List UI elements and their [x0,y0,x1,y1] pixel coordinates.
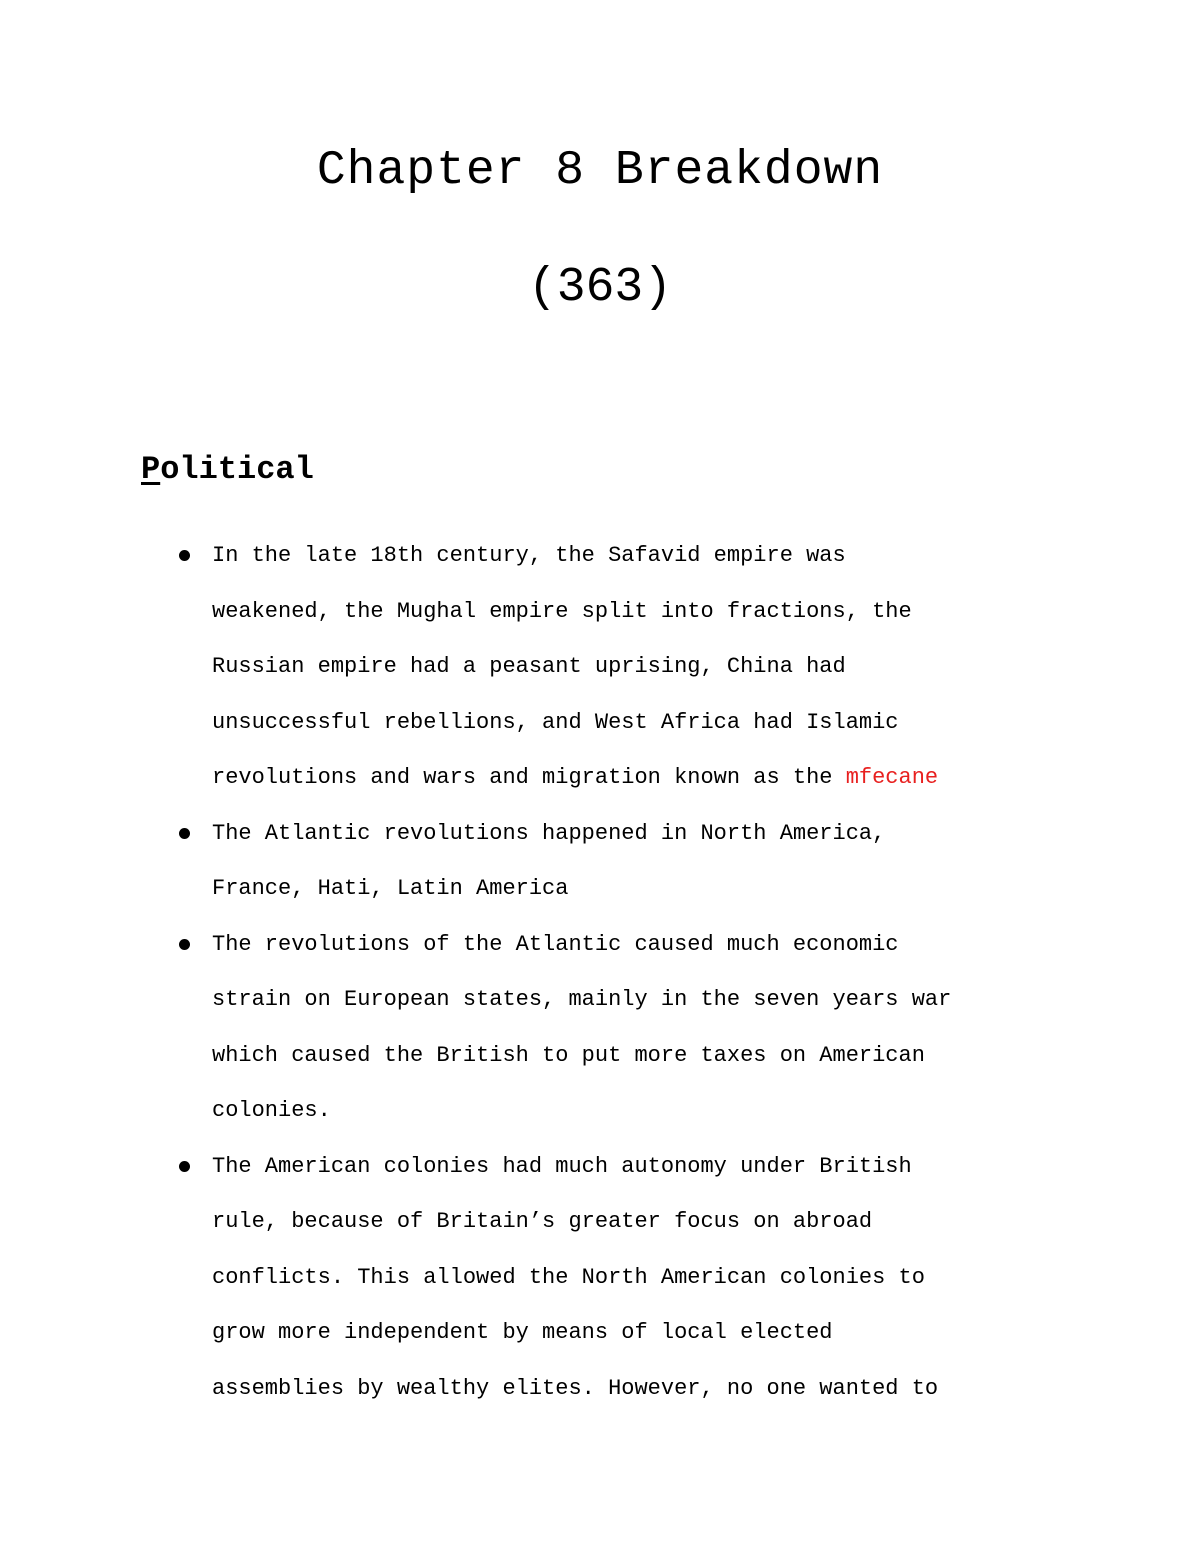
bullet-item [0,917,1112,1139]
bullet-line [212,528,1112,584]
page-reference: (363) [527,261,673,315]
bullet-line-text: which caused the British to put more taxes on American [212,1042,925,1068]
bullet-line [212,750,1112,806]
bullet-line-text: grow more independent by means of local elected [212,1320,833,1345]
document-title: Chapter 8 Breakdown [316,144,884,198]
bullet-line-text: strain on European states, mainly in the seven years war [212,987,952,1012]
bullet-line [212,1139,1112,1195]
bullet-line-text: Russian empire had a peasant uprising, China had [212,654,846,679]
bullet-dot-icon [179,939,190,950]
bullet-line-text: rule, because of Britain’s greater focus on abroad [212,1209,873,1234]
bullet-line-text: weakened, the Mughal empire split into fractions, the [212,598,912,624]
bullet-line-text: The Atlantic revolutions happened in North America, [212,820,886,846]
bullet-line-text: unsuccessful rebellions, and West Africa had Islamic [212,709,899,735]
bullet-item [0,806,1112,917]
bullet-line [212,695,1112,751]
bullet-line-text: In the late 18th century, the Safavid empire was [212,543,846,568]
bullet-line [212,917,1112,973]
bullet-line [212,806,1112,862]
bullet-line-text: colonies. [212,1098,331,1123]
section-heading-rest: olitical [160,451,314,488]
section-heading-first-letter: P [141,451,161,488]
bullet-line [212,861,1112,917]
bullet-line-text: conflicts. This allowed the North American colonies to [212,1264,925,1290]
bullet-line [212,639,1112,695]
bullet-line [212,1361,1112,1417]
bullet-line-text: The revolutions of the Atlantic caused much economic [212,931,899,957]
bullet-line-text: France, Hati, Latin America [212,876,569,901]
bullet-list [0,528,1200,1416]
bullet-line [212,972,1112,1028]
bullet-dot-icon [179,550,190,561]
bullet-line [212,1305,1112,1361]
bullet-item [0,1139,1112,1417]
bullet-line [212,584,1112,640]
bullet-line-text: assemblies by wealthy elites. However, no one wanted to [212,1375,939,1401]
bullet-line [212,1194,1112,1250]
bullet-dot-icon [179,1161,190,1172]
bullet-line [212,1028,1112,1084]
bullet-line [212,1083,1112,1139]
bullet-item [0,528,1112,806]
bullet-line [212,1250,1112,1306]
bullet-line-text: The American colonies had much autonomy under British [212,1153,912,1179]
section-heading [141,451,314,488]
bullet-dot-icon [179,828,190,839]
bullet-line-text: revolutions and wars and migration known as the [212,765,846,790]
highlighted-term: mfecane [845,765,939,790]
